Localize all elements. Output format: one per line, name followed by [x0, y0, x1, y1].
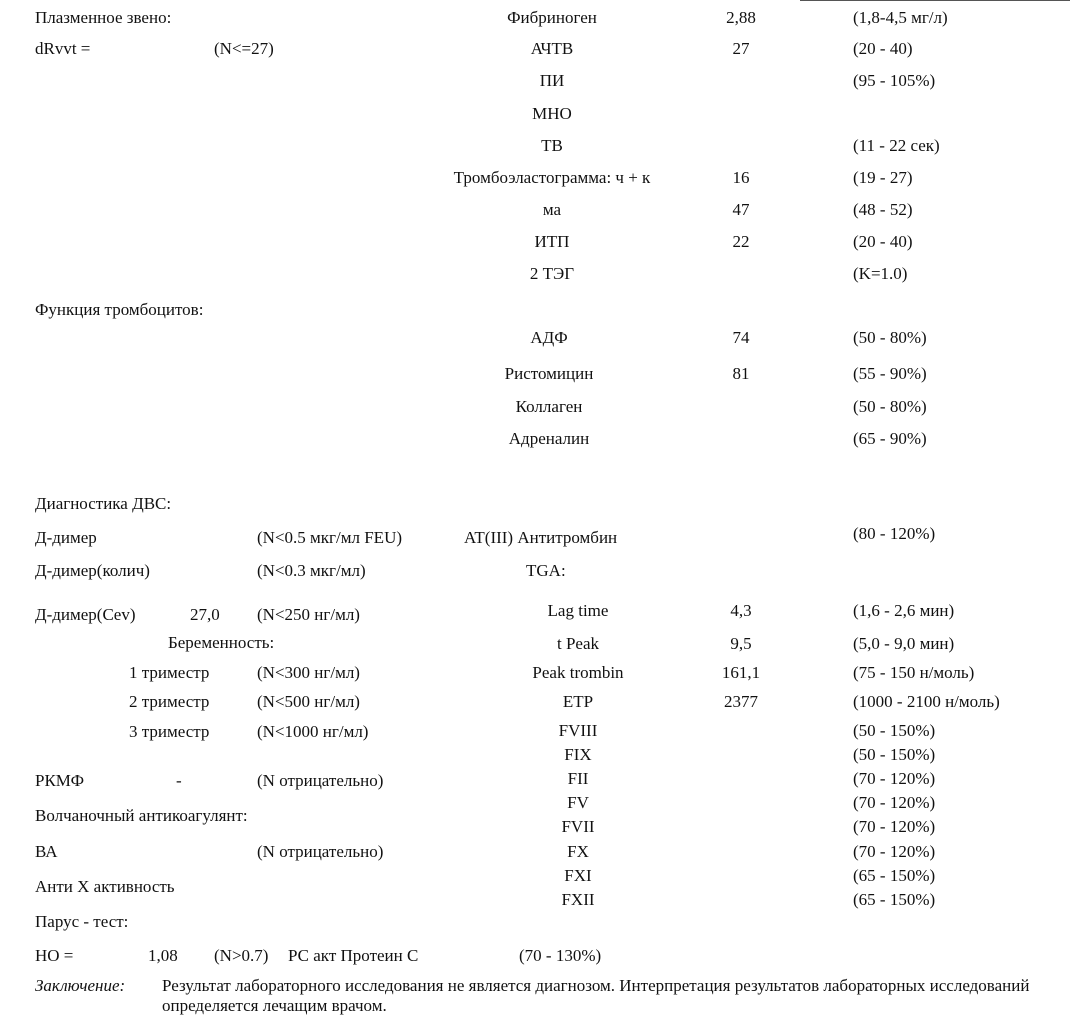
test-range: (1,8-4,5 мг/л) [853, 8, 948, 27]
at3-range: (80 - 120%) [853, 524, 936, 543]
drvvt-label: dRvvt = [35, 39, 91, 58]
ddimer-cev-value: 27,0 [190, 605, 220, 624]
test-name: ИТП [534, 232, 570, 251]
rkmf-label: РКМФ [35, 771, 85, 790]
test-range: (50 - 80%) [853, 328, 927, 347]
test-name: Ристомицин [504, 364, 594, 383]
test-range: (11 - 22 сек) [853, 136, 940, 155]
test-value: 74 [732, 328, 750, 347]
test-range: (95 - 105%) [853, 71, 936, 90]
tga-value: 9,5 [730, 634, 752, 653]
conclusion-label: Заключение: [35, 976, 126, 995]
test-name: Тромбоэластограмма: ч + к [453, 168, 651, 187]
tga-name: Peak trombin [532, 663, 624, 682]
tga-label: TGA: [526, 561, 566, 580]
ddimer-cev-norm: (N<250 нг/мл) [257, 605, 360, 624]
test-name: АДФ [530, 328, 568, 347]
ddimer-qty-norm: (N<0.3 мкг/мл) [257, 561, 366, 580]
factor-name: FIX [564, 745, 592, 764]
rkmf-value: - [176, 771, 182, 790]
dic-heading: Диагностика ДВС: [35, 494, 172, 513]
tga-name: Lag time [547, 601, 609, 620]
test-range: (65 - 90%) [853, 429, 927, 448]
drvvt-norm: (N<=27) [214, 39, 274, 58]
test-name: Адреналин [508, 429, 590, 448]
test-value: 16 [732, 168, 750, 187]
factor-range: (70 - 120%) [853, 769, 936, 788]
test-name: Коллаген [515, 397, 583, 416]
factor-range: (70 - 120%) [853, 817, 936, 836]
factor-range: (70 - 120%) [853, 793, 936, 812]
test-range: (50 - 80%) [853, 397, 927, 416]
factor-range: (65 - 150%) [853, 890, 936, 909]
test-range: (19 - 27) [853, 168, 913, 187]
test-value: 27 [732, 39, 750, 58]
factor-name: FXI [564, 866, 592, 885]
factor-name: FVIII [558, 721, 598, 740]
no-label: НО = [35, 946, 74, 965]
factor-range: (50 - 150%) [853, 721, 936, 740]
platelets-heading: Функция тромбоцитов: [35, 300, 204, 319]
tga-value: 161,1 [721, 663, 761, 682]
trimester-norm: (N<1000 нг/мл) [257, 722, 369, 741]
trimester-norm: (N<300 нг/мл) [257, 663, 360, 682]
factor-name: FV [567, 793, 589, 812]
pregnancy-label: Беременность: [168, 633, 275, 652]
test-range: (K=1.0) [853, 264, 908, 283]
factor-name: FII [567, 769, 589, 788]
at3-name: AT(III) Антитромбин [464, 528, 618, 547]
ddimer-norm: (N<0.5 мкг/мл FEU) [257, 528, 403, 547]
factor-name: FVII [561, 817, 595, 836]
test-value: 2,88 [726, 8, 756, 27]
tga-range: (5,0 - 9,0 мин) [853, 634, 955, 653]
test-name: 2 ТЭГ [529, 264, 575, 283]
tga-value: 2377 [724, 692, 758, 711]
tga-range: (75 - 150 н/моль) [853, 663, 975, 682]
plasma-heading: Плазменное звено: [35, 8, 172, 27]
top-rule [800, 0, 1070, 1]
ddimer-qty-label: Д-димер(колич) [35, 561, 150, 580]
ddimer-label: Д-димер [35, 528, 97, 547]
test-range: (55 - 90%) [853, 364, 927, 383]
pc-label: РС акт Протеин С [288, 946, 419, 965]
conclusion-text: Результат лабораторного исследования не является диагнозом. Интерпретация результатов лабораторных исследований определяется лечащим врачом. [162, 976, 1030, 1015]
factor-range: (50 - 150%) [853, 745, 936, 764]
ddimer-cev-label: Д-димер(Cev) [35, 605, 136, 624]
test-value: 81 [732, 364, 750, 383]
va-norm: (N отрицательно) [257, 842, 384, 861]
test-range: (20 - 40) [853, 39, 913, 58]
tga-range: (1,6 - 2,6 мин) [853, 601, 955, 620]
test-name: ПИ [539, 71, 565, 90]
trimester-label: 2 триместр [129, 692, 210, 711]
parus-label: Парус - тест: [35, 912, 129, 931]
factor-name: FXII [561, 890, 595, 909]
test-name: ма [542, 200, 562, 219]
test-name: Фибриноген [507, 8, 597, 27]
trimester-label: 1 триместр [129, 663, 210, 682]
factor-range: (70 - 120%) [853, 842, 936, 861]
va-label: ВА [35, 842, 58, 861]
test-value: 22 [732, 232, 750, 251]
factor-range: (65 - 150%) [853, 866, 936, 885]
no-value: 1,08 [148, 946, 178, 965]
factor-name: FX [567, 842, 589, 861]
test-name: ТВ [541, 136, 563, 155]
pc-range: (70 - 130%) [519, 946, 602, 965]
trimester-norm: (N<500 нг/мл) [257, 692, 360, 711]
test-name: МНО [532, 104, 572, 123]
tga-name: t Peak [556, 634, 600, 653]
test-range: (48 - 52) [853, 200, 913, 219]
anti-x-label: Анти X активность [35, 877, 175, 896]
test-name: АЧТВ [530, 39, 574, 58]
trimester-label: 3 триместр [129, 722, 210, 741]
test-value: 47 [732, 200, 750, 219]
test-range: (20 - 40) [853, 232, 913, 251]
tga-name: ETP [562, 692, 594, 711]
no-norm: (N>0.7) [214, 946, 269, 965]
lupus-label: Волчаночный антикоагулянт: [35, 806, 248, 825]
tga-range: (1000 - 2100 н/моль) [853, 692, 1000, 711]
rkmf-norm: (N отрицательно) [257, 771, 384, 790]
tga-value: 4,3 [730, 601, 752, 620]
